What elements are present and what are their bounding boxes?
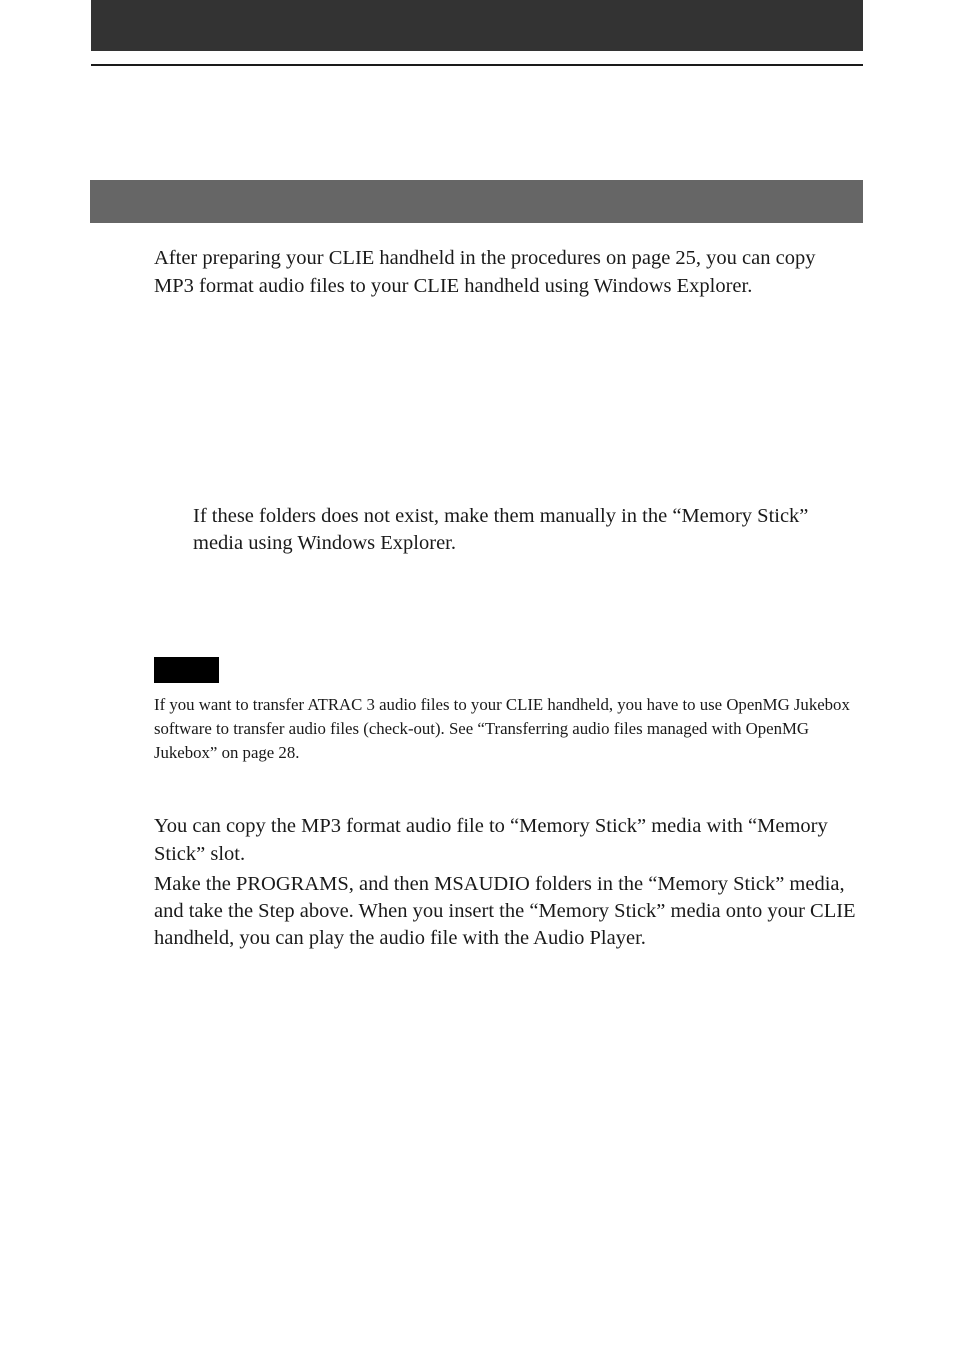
- tip-paragraph-1: You can copy the MP3 format audio file to “Memory Stick” media with “Memory Stick” slot.: [154, 815, 828, 865]
- chapter-header-bar: [91, 0, 863, 51]
- folder-hint-paragraph: If these folders does not exist, make them manually in the “Memory Stick” media using Windows Explorer.: [193, 505, 809, 554]
- section-title-bar: [90, 180, 863, 223]
- note-label-box: [154, 657, 219, 683]
- tip-paragraph-2: Make the PROGRAMS, and then MSAUDIO folders in the “Memory Stick” media, and take the Step above. When you insert the “Memory Stick” media onto your CLIE handheld, you can play the audio file with the Audio Player.: [154, 873, 856, 949]
- intro-paragraph: After preparing your CLIE handheld in the procedures on page 25, you can copy MP3 format audio files to your CLIE handheld using Windows Explorer.: [154, 247, 816, 297]
- header-rule: [91, 64, 863, 66]
- note-paragraph: If you want to transfer ATRAC 3 audio files to your CLIE handheld, you have to use OpenMG Jukebox software to transfer audio files (check-out). See “Transferring audio files managed with OpenMG Jukebox” on page 28.: [154, 695, 850, 762]
